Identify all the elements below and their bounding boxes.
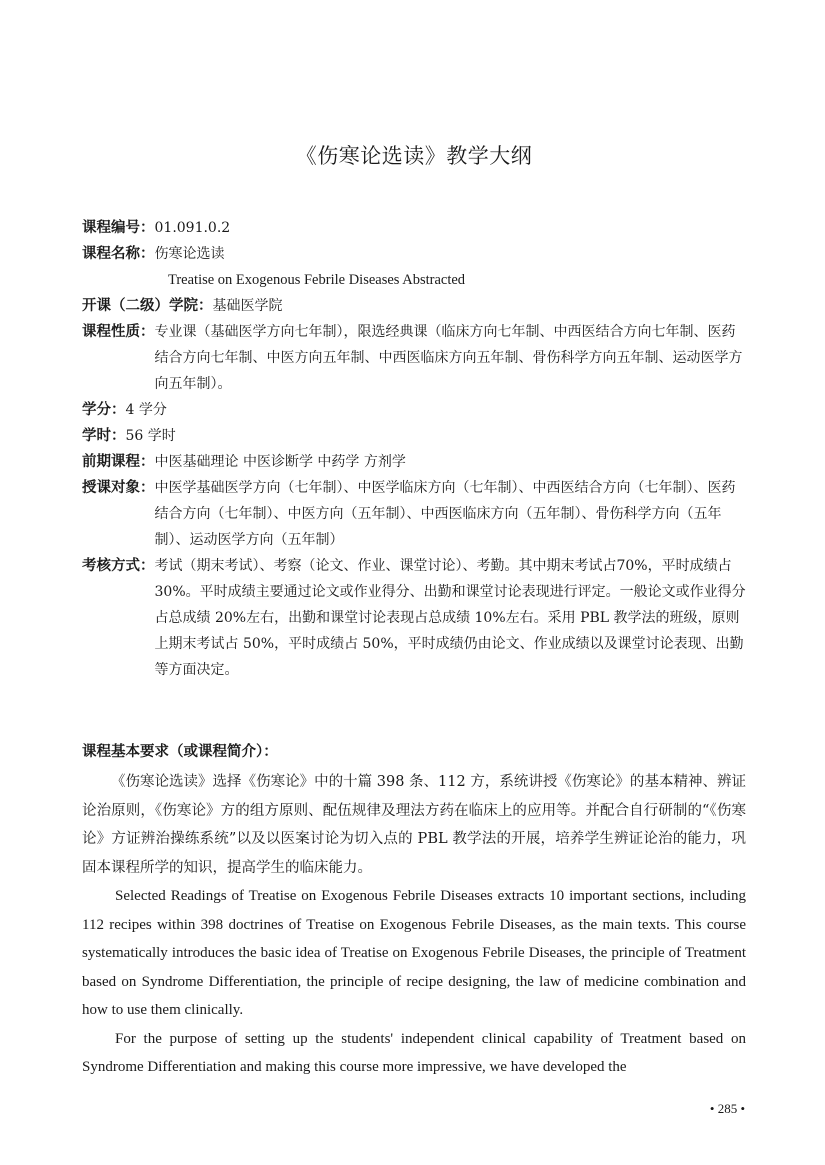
assessment-value: 考试（期末考试）、考察（论文、作业、课堂讨论）、考勤。其中期末考试占70%，平时成绩占 30%。平时成绩主要通过论文或作业得分、出勤和课堂讨论表现进行评定。一般论文或作业得分占总成绩 20%左右，出勤和课堂讨论表现占总成绩 10%左右。采用 PBL 教学法的班级，原则上期末考试占 50%，平时成绩占 50%，平时成绩仍由论文、作业成绩以及课堂讨论表现、出勤等方面决定。 <box>154 558 746 678</box>
credits-value: 4 学分 <box>125 402 167 418</box>
college-row <box>82 293 746 319</box>
hours-value: 56 学时 <box>125 428 176 444</box>
course-nature-row <box>82 319 746 397</box>
course-nature-label: 课程性质： <box>82 324 155 340</box>
prerequisites-row <box>82 449 746 475</box>
course-meta <box>82 215 746 683</box>
document-page <box>82 0 746 1165</box>
description-paragraph-english-2: For the purpose of setting up the students' independent clinical capability of Treatment based on Syndrome Differentiation and making this course more impressive, we have developed the <box>82 1030 746 1075</box>
course-code-value: 01.091.0.2 <box>154 220 231 236</box>
course-name-value: 伤寒论选读 <box>154 246 225 262</box>
audience-value: 中医学基础医学方向（七年制）、中医学临床方向（七年制）、中西医结合方向（七年制）、医药结合方向（七年制）、中医方向（五年制）、中西医临床方向（五年制）、骨伤科学方向（五年制）、运动医学方向（五年制） <box>154 480 736 548</box>
course-code-label: 课程编号： <box>82 220 155 236</box>
credits-row <box>82 397 746 423</box>
assessment-row <box>82 553 746 683</box>
credits-label: 学分： <box>82 402 126 418</box>
audience-label: 授课对象： <box>82 480 155 496</box>
section-heading: 课程基本要求（或课程简介）： <box>82 744 278 760</box>
prerequisites-value: 中医基础理论 中医诊断学 中药学 方剂学 <box>154 454 406 470</box>
assessment-label: 考核方式： <box>82 558 155 574</box>
college-value: 基础医学院 <box>212 298 283 314</box>
course-nature-value: 专业课（基础医学方向七年制），限选经典课（临床方向七年制、中西医结合方向七年制、医药结合方向七年制、中医方向五年制、中西医临床方向五年制、骨伤科学方向五年制、运动医学方向五年制）。 <box>154 324 743 392</box>
audience-row <box>82 475 746 553</box>
college-label: 开课（二级）学院： <box>82 298 213 314</box>
prerequisites-label: 前期课程： <box>82 454 155 470</box>
description-paragraph-english-1: Selected Readings of Treatise on Exogenous Febrile Diseases extracts 10 important sections, including 112 recipes within 398 doctrines of Treatise on Exogenous Febrile Diseases, as the main texts. This course systematically introduces the basic idea of Treatise on Exogenous Febrile Diseases, the principle of Treatment based on Syndrome Differentiation, the principle of recipe designing, the law of medicine combination and how to use them clinically. <box>82 888 746 1018</box>
page-title: 《伤寒论选读》教学大纲 <box>295 144 533 168</box>
description-paragraph-chinese: 《伤寒论选读》选择《伤寒论》中的十篇 398 条、112 方，系统讲授《伤寒论》的基本精神、辨证论治原则，《伤寒论》方的组方原则、配伍规律及理法方药在临床上的应用等。并配合自行研制的“《伤寒论》方证辨治操练系统”以及以医案讨论为切入点的 PBL 教学法的开展，培养学生辨证论治的能力，巩固本课程所学的知识，提高学生的临床能力。 <box>82 774 746 876</box>
course-name-label: 课程名称： <box>82 246 155 262</box>
course-code-row <box>82 215 746 241</box>
course-description <box>82 768 746 1082</box>
hours-label: 学时： <box>82 428 126 444</box>
page-number: • 285 • <box>709 1101 745 1116</box>
course-name-english: Treatise on Exogenous Febrile Diseases Abstracted <box>168 272 466 288</box>
hours-row <box>82 423 746 449</box>
course-name-row <box>82 241 746 267</box>
